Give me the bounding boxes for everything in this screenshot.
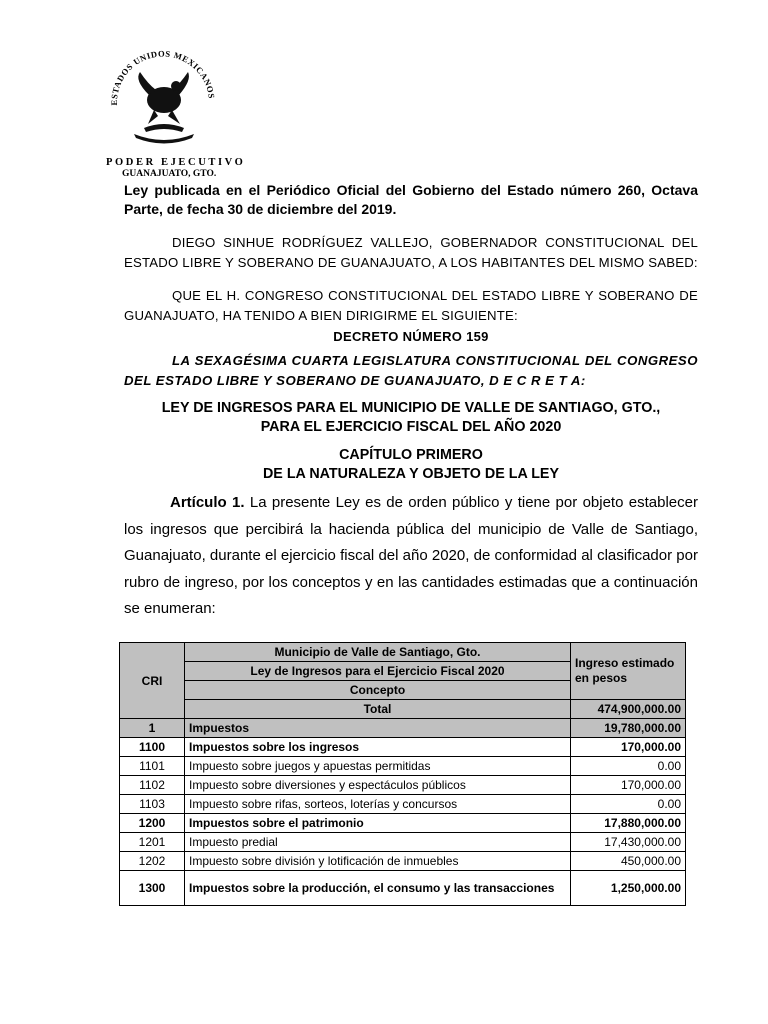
law-header: Ley de Ingresos para el Ejercicio Fiscal 2020 xyxy=(185,662,571,681)
table-row xyxy=(120,738,686,757)
article-1 xyxy=(124,490,698,623)
row-amount: 170,000.00 xyxy=(571,776,686,795)
revenue-table xyxy=(119,642,686,906)
row-cri: 1202 xyxy=(120,852,185,871)
row-concept: Impuesto sobre diversiones y espectáculos públicos xyxy=(185,776,571,795)
row-concept: Impuesto sobre rifas, sorteos, loterías y concursos xyxy=(185,795,571,814)
row-amount: 1,250,000.00 xyxy=(571,871,686,906)
row-cri: 1300 xyxy=(120,871,185,906)
row-cri: 1200 xyxy=(120,814,185,833)
concept-header: Concepto xyxy=(185,681,571,700)
row-amount: 17,880,000.00 xyxy=(571,814,686,833)
row-amount: 17,430,000.00 xyxy=(571,833,686,852)
law-title-line-2: PARA EL EJERCICIO FISCAL DEL AÑO 2020 xyxy=(260,419,562,435)
row-amount: 450,000.00 xyxy=(571,852,686,871)
row-cri: 1 xyxy=(120,719,185,738)
eagle-icon xyxy=(134,72,194,144)
congress-paragraph: QUE EL H. CONGRESO CONSTITUCIONAL DEL ESTADO LIBRE Y SOBERANO DE GUANAJUATO, HA TENIDO A BIEN DIRIGIRME EL SIGUIENTE: xyxy=(124,288,698,323)
row-cri: 1102 xyxy=(120,776,185,795)
row-concept: Impuestos xyxy=(185,719,571,738)
seal-text: ESTADOS UNIDOS MEXICANOS xyxy=(108,50,217,106)
cri-header: CRI xyxy=(120,643,185,719)
row-amount: 170,000.00 xyxy=(571,738,686,757)
law-title-line-1: LEY DE INGRESOS PARA EL MUNICIPIO DE VALLE DE SANTIAGO, GTO., xyxy=(161,400,661,416)
total-amount: 474,900,000.00 xyxy=(571,700,686,719)
total-label: Total xyxy=(185,700,571,719)
table-row xyxy=(120,814,686,833)
row-cri: 1100 xyxy=(120,738,185,757)
table-row xyxy=(120,757,686,776)
row-concept: Impuestos sobre los ingresos xyxy=(185,738,571,757)
coat-of-arms-seal xyxy=(104,50,222,158)
row-concept: Impuestos sobre el patrimonio xyxy=(185,814,571,833)
chapter-subtitle: DE LA NATURALEZA Y OBJETO DE LA LEY xyxy=(262,466,560,482)
decree-number: DECRETO NÚMERO 159 xyxy=(333,329,489,344)
table-row xyxy=(120,871,686,906)
row-cri: 1101 xyxy=(120,757,185,776)
governor-paragraph: DIEGO SINHUE RODRÍGUEZ VALLEJO, GOBERNADOR CONSTITUCIONAL DEL ESTADO LIBRE Y SOBERANO DE GUANAJUATO, A LOS HABITANTES DEL MISMO SABED: xyxy=(124,235,698,270)
table-row xyxy=(120,833,686,852)
municipality-header: Municipio de Valle de Santiago, Gto. xyxy=(185,643,571,662)
row-cri: 1201 xyxy=(120,833,185,852)
article-text: La presente Ley es de orden público y tiene por objeto establecer los ingresos que percibirá la hacienda pública del municipio de Valle de Santiago, Guanajuato, durante el ejercicio fiscal del año 2020, de conformidad al clasificador por rubro de ingreso, por los conceptos y en las cantidades estimadas que a continuación se enumeran: xyxy=(124,494,698,617)
row-concept: Impuesto sobre juegos y apuestas permitidas xyxy=(185,757,571,776)
row-amount: 0.00 xyxy=(571,795,686,814)
row-amount: 19,780,000.00 xyxy=(571,719,686,738)
row-cri: 1103 xyxy=(120,795,185,814)
table-row xyxy=(120,719,686,738)
department-location: GUANAJUATO, GTO. xyxy=(122,169,217,179)
department-name: PODER EJECUTIVO xyxy=(106,157,246,168)
legislature-decree: LA SEXAGÉSIMA CUARTA LEGISLATURA CONSTITUCIONAL DEL CONGRESO DEL ESTADO LIBRE Y SOBERANO DE GUANAJUATO, D E C R E T A: xyxy=(124,353,698,388)
row-concept: Impuesto sobre división y lotificación de inmuebles xyxy=(185,852,571,871)
table-row xyxy=(120,795,686,814)
table-row xyxy=(120,852,686,871)
article-label: Artículo 1. xyxy=(170,494,245,511)
publication-note: Ley publicada en el Periódico Oficial del Gobierno del Estado número 260, Octava Parte, de fecha 30 de diciembre del 2019. xyxy=(124,182,698,217)
chapter-title: CAPÍTULO PRIMERO xyxy=(339,447,483,463)
row-amount: 0.00 xyxy=(571,757,686,776)
row-concept: Impuesto predial xyxy=(185,833,571,852)
table-row xyxy=(120,776,686,795)
amount-header: Ingreso estimado en pesos xyxy=(571,643,686,700)
row-concept: Impuestos sobre la producción, el consumo y las transacciones xyxy=(185,871,571,906)
